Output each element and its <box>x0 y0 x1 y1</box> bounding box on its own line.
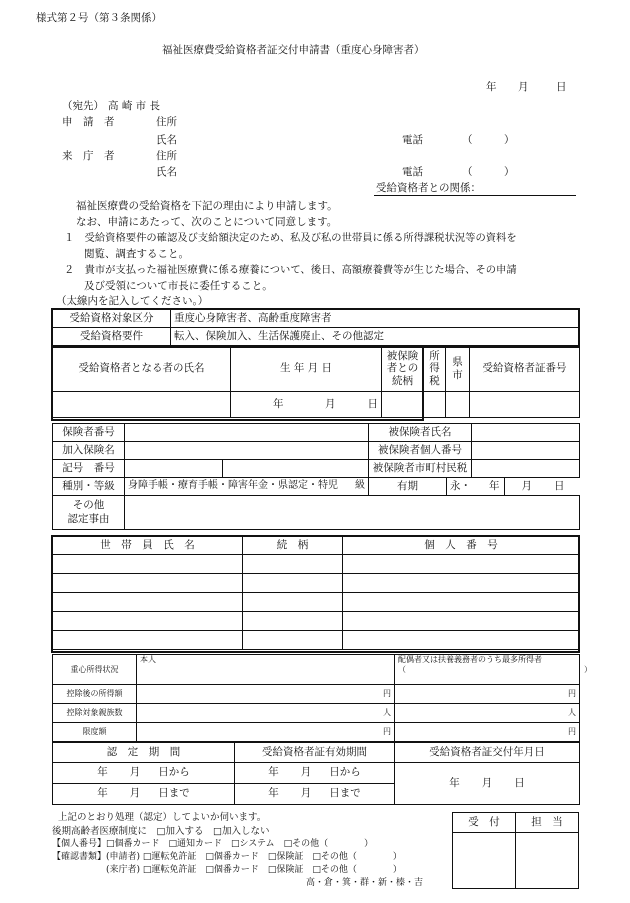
insured-municipality-label: 被保険者市町村民税 <box>369 460 472 478</box>
applicant-phone-close: ） <box>504 134 515 146</box>
household-row-number[interactable] <box>343 631 580 650</box>
dependents-spouse[interactable]: 人 <box>395 704 580 723</box>
birth-header: 生 年 月 日 <box>231 346 382 392</box>
household-row-name[interactable] <box>53 593 243 612</box>
household-row-relation[interactable] <box>243 574 343 593</box>
limit-label: 限度額 <box>53 723 137 742</box>
after-deduction-self[interactable]: 円 <box>137 685 395 704</box>
insured-name-label: 被保険者氏名 <box>369 424 472 442</box>
insurer-no-label: 保険者番号 <box>53 424 125 442</box>
income-self: 本人 <box>137 655 395 685</box>
addressee-label: （宛先） <box>62 100 104 112</box>
validity-label: 有期 <box>369 478 447 496</box>
type-grade-label: 種別・等級 <box>53 478 125 496</box>
insured-municipality-field[interactable] <box>472 460 580 478</box>
receipt-header: 受 付 <box>453 813 516 833</box>
prefecture-field[interactable] <box>446 392 470 418</box>
applicant-address-label: 住所 <box>156 116 177 128</box>
household-row-relation[interactable] <box>243 612 343 631</box>
insurance-name-label: 加入保険名 <box>53 442 125 460</box>
issue-date-field[interactable]: 年 月 日 <box>395 763 580 805</box>
cert-period-from[interactable]: 年 月 日から <box>53 763 235 784</box>
applicant-phone-open: （ <box>462 134 473 146</box>
category-label: 受給資格対象区分 <box>53 310 171 328</box>
footer-elderly-insurance[interactable]: 後期高齢者医療制度に □加入する □加入しない <box>52 826 270 837</box>
addressee-name: 高 崎 市 長 <box>108 100 161 112</box>
form-number: 様式第２号（第３条関係） <box>36 12 162 24</box>
household-row-name[interactable] <box>53 555 243 574</box>
intro-line1: 福祉医療費の受給資格を下記の理由により申請します。 <box>76 200 338 212</box>
eligibility-table <box>52 309 580 418</box>
staff-stamp-field[interactable] <box>516 833 579 889</box>
name-header: 受給資格者となる者の氏名 <box>53 346 231 392</box>
issue-date-header: 受給資格者証交付年月日 <box>395 743 580 763</box>
insured-name-field[interactable] <box>472 424 580 442</box>
household-row-relation[interactable] <box>243 631 343 650</box>
footer-personal-number[interactable]: 【個人番号】□個番カード □通知カード □システム □その他（ ） <box>52 839 374 849</box>
cert-period-until[interactable]: 年 月 日まで <box>53 784 235 805</box>
other-reason-label: その他 認定事由 <box>53 496 125 530</box>
household-row-name[interactable] <box>53 631 243 650</box>
visitor-address-label: 住所 <box>156 150 177 162</box>
stamp-table <box>452 812 579 889</box>
income-tax-field[interactable] <box>424 392 446 418</box>
household-table <box>52 536 580 650</box>
visitor-phone-close: ） <box>504 166 515 178</box>
after-deduction-spouse[interactable]: 円 <box>395 685 580 704</box>
insured-personal-no-field[interactable] <box>472 442 580 460</box>
household-row-number[interactable] <box>343 593 580 612</box>
visitor-label: 来 庁 者 <box>62 150 115 162</box>
intro-item2: ２ 貴市が支払った福祉医療費に係る療養について、後日、高額療養費等が生じた場合、その申請 <box>64 264 517 276</box>
income-status-label: 重心所得状況 <box>53 655 137 685</box>
household-row-name[interactable] <box>53 574 243 593</box>
category-value: 重度心身障害者、高齢重度障害者 <box>171 310 580 328</box>
symbol-no-label: 記号 番号 <box>53 460 125 478</box>
intro-item1-cont: 閲覧、調査すること。 <box>84 248 189 260</box>
dependents-label: 控除対象親族数 <box>53 704 137 723</box>
number-field[interactable] <box>223 460 369 478</box>
valid-period-from[interactable]: 年 月 日から <box>235 763 395 784</box>
valid-period-until[interactable]: 年 月 日まで <box>235 784 395 805</box>
insured-personal-no-label: 被保険者個人番号 <box>369 442 472 460</box>
household-personal-no-header: 個 人 番 号 <box>343 537 580 555</box>
prefecture-header: 県 市 <box>446 346 470 392</box>
cert-period-header: 認 定 期 間 <box>53 743 235 763</box>
insured-relation-header: 被保険 者との 続柄 <box>382 346 424 392</box>
requirement-label: 受給資格要件 <box>53 328 171 346</box>
cert-no-field[interactable] <box>470 392 580 418</box>
footer-id-applicant[interactable]: 【確認書類】(申請者) □運転免許証 □個番カード □保険証 □その他（ ） <box>52 852 402 862</box>
household-relation-header: 続 柄 <box>243 537 343 555</box>
symbol-field[interactable] <box>125 460 223 478</box>
date-year: 年 <box>486 81 497 93</box>
birth-year[interactable]: 年 <box>231 392 287 418</box>
birth-day[interactable]: 日 <box>339 392 382 418</box>
income-tax-header: 所 得 税 <box>424 346 446 392</box>
birth-month[interactable]: 月 <box>287 392 339 418</box>
intro-line2: なお、申請にあたって、次のことについて同意します。 <box>76 216 338 228</box>
other-reason-field[interactable] <box>125 496 580 530</box>
dependents-self[interactable]: 人 <box>137 704 395 723</box>
household-row-number[interactable] <box>343 612 580 631</box>
validity-field[interactable]: 永・ 年 月 日 <box>447 478 505 496</box>
household-row-number[interactable] <box>343 555 580 574</box>
insurer-no-field[interactable] <box>125 424 369 442</box>
insurance-table <box>52 423 580 530</box>
valid-period-header: 受給資格者証有効期間 <box>235 743 395 763</box>
receipt-stamp-field[interactable] <box>453 833 516 889</box>
name-field[interactable] <box>53 392 231 418</box>
date-month: 月 <box>518 81 529 93</box>
visitor-phone-label: 電話 <box>402 166 423 178</box>
insurance-name-field[interactable] <box>125 442 369 460</box>
household-row-relation[interactable] <box>243 555 343 574</box>
intro-item1: １ 受給資格要件の確認及び支給額決定のため、私及び私の世帯員に係る所得課税状況等の資料を <box>64 232 517 244</box>
period-table <box>52 742 580 805</box>
intro-item2-cont: 及び受領について市長に委任すること。 <box>84 280 273 292</box>
date-day: 日 <box>556 81 567 93</box>
household-row-number[interactable] <box>343 574 580 593</box>
cert-no-header: 受給資格者証番号 <box>470 346 580 392</box>
type-options[interactable]: 身障手帳・療育手帳・障害年金・県認定・特児 級 <box>125 478 369 496</box>
household-name-header: 世 帯 員 氏 名 <box>53 537 243 555</box>
relation-label: 受給資格者との関係： <box>376 182 481 194</box>
footer-branches: 高・倉・箕・群・新・榛・吉 <box>306 878 424 888</box>
after-deduction-label: 控除後の所得額 <box>53 685 137 704</box>
insured-relation-field[interactable] <box>382 392 424 418</box>
income-spouse: 配偶者又は扶養義務者のうち最多所得者 （ ） <box>395 655 580 685</box>
visitor-phone-open: （ <box>462 166 473 178</box>
applicant-phone-label: 電話 <box>402 134 423 146</box>
applicant-name-label: 氏名 <box>156 134 177 146</box>
visitor-name-label: 氏名 <box>156 166 177 178</box>
household-row-name[interactable] <box>53 612 243 631</box>
relation-underline <box>374 182 576 196</box>
page-title: 福祉医療費受給資格者証交付申請書（重度心身障害者） <box>162 44 425 56</box>
requirement-value: 転入、保険加入、生活保護廃止、その他認定 <box>171 328 580 346</box>
limit-self[interactable]: 円 <box>137 723 395 742</box>
staff-header: 担 当 <box>516 813 579 833</box>
footer-id-visitor[interactable]: (来庁者) □運転免許証 □個番カード □保険証 □その他（ ） <box>52 865 402 875</box>
household-row-relation[interactable] <box>243 593 343 612</box>
applicant-label: 申 請 者 <box>62 116 115 128</box>
fill-note: （太線内を記入してください。） <box>56 295 209 307</box>
limit-spouse[interactable]: 円 <box>395 723 580 742</box>
income-table <box>52 654 592 742</box>
footer-approval: 上記のとおり処理（認定）してよいか伺います。 <box>58 812 267 823</box>
